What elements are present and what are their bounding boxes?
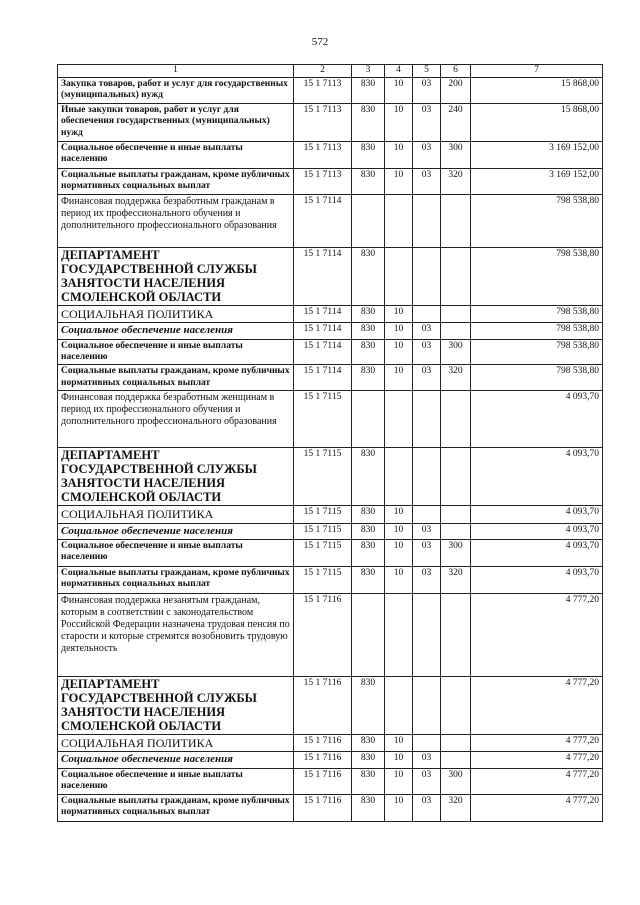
section-code-cell: 10 (385, 566, 413, 593)
subsection-code-cell (413, 506, 441, 523)
expense-type-cell: 200 (441, 78, 471, 104)
admin-code-cell: 830 (352, 752, 385, 768)
target-article-cell: 15 1 7113 (294, 78, 352, 104)
expense-type-cell (441, 523, 471, 539)
target-article-cell: 15 1 7116 (294, 734, 352, 751)
row-name-cell: Социальное обеспечение населения (58, 752, 294, 768)
subsection-code-cell: 03 (413, 539, 441, 566)
table-row (58, 78, 603, 104)
subsection-code-cell (413, 593, 441, 676)
row-name-cell: Социальное обеспечение и иные выплаты населению (58, 768, 294, 794)
admin-code-cell: 830 (352, 365, 385, 391)
admin-code-cell: 830 (352, 169, 385, 195)
table-row (58, 506, 603, 523)
section-code-cell: 10 (385, 142, 413, 169)
amount-cell: 4 777,20 (471, 676, 603, 734)
subsection-code-cell: 03 (413, 78, 441, 104)
page-number: 572 (311, 36, 329, 48)
amount-cell: 798 538,80 (471, 323, 603, 339)
subsection-code-cell: 03 (413, 365, 441, 391)
target-article-cell: 15 1 7114 (294, 339, 352, 365)
header-col-6: 6 (441, 65, 471, 78)
amount-cell: 4 093,70 (471, 391, 603, 448)
admin-code-cell (352, 391, 385, 448)
target-article-cell: 15 1 7116 (294, 752, 352, 768)
admin-code-cell: 830 (352, 78, 385, 104)
amount-cell: 4 777,20 (471, 768, 603, 794)
expense-type-cell (441, 506, 471, 523)
target-article-cell: 15 1 7114 (294, 195, 352, 248)
row-name-cell: Финансовая поддержка безработным гражданам в период их профессионального обучения и дополнительного профессионального образования (58, 195, 294, 248)
admin-code-cell: 830 (352, 448, 385, 506)
section-code-cell (385, 593, 413, 676)
expense-type-cell (441, 248, 471, 306)
row-name-cell: Социальное обеспечение населения (58, 523, 294, 539)
admin-code-cell: 830 (352, 676, 385, 734)
budget-table (57, 64, 603, 822)
target-article-cell: 15 1 7113 (294, 104, 352, 142)
row-name-cell: ДЕПАРТАМЕНТ ГОСУДАРСТВЕННОЙ СЛУЖБЫ ЗАНЯТОСТИ НАСЕЛЕНИЯ СМОЛЕНСКОЙ ОБЛАСТИ (58, 676, 294, 734)
admin-code-cell: 830 (352, 506, 385, 523)
admin-code-cell: 830 (352, 339, 385, 365)
section-code-cell: 10 (385, 752, 413, 768)
row-name-cell: Социальные выплаты гражданам, кроме публичных нормативных социальных выплат (58, 365, 294, 391)
admin-code-cell: 830 (352, 142, 385, 169)
subsection-code-cell (413, 248, 441, 306)
table-row (58, 734, 603, 751)
expense-type-cell: 320 (441, 169, 471, 195)
admin-code-cell: 830 (352, 734, 385, 751)
target-article-cell: 15 1 7114 (294, 248, 352, 306)
row-name-cell: Социальные выплаты гражданам, кроме публичных нормативных социальных выплат (58, 169, 294, 195)
section-code-cell: 10 (385, 734, 413, 751)
target-article-cell: 15 1 7113 (294, 169, 352, 195)
header-col-7: 7 (471, 65, 603, 78)
amount-cell: 4 093,70 (471, 448, 603, 506)
admin-code-cell: 830 (352, 248, 385, 306)
row-name-cell: СОЦИАЛЬНАЯ ПОЛИТИКА (58, 734, 294, 751)
target-article-cell: 15 1 7116 (294, 593, 352, 676)
section-code-cell: 10 (385, 365, 413, 391)
admin-code-cell: 830 (352, 566, 385, 593)
section-code-cell: 10 (385, 78, 413, 104)
row-name-cell: Закупка товаров, работ и услуг для государственных (муниципальных) нужд (58, 78, 294, 104)
subsection-code-cell: 03 (413, 104, 441, 142)
admin-code-cell: 830 (352, 768, 385, 794)
row-name-cell: Социальные выплаты гражданам, кроме публичных нормативных социальных выплат (58, 794, 294, 821)
table-row (58, 676, 603, 734)
subsection-code-cell (413, 734, 441, 751)
admin-code-cell (352, 195, 385, 248)
amount-cell: 4 777,20 (471, 734, 603, 751)
amount-cell: 4 093,70 (471, 539, 603, 566)
table-row (58, 323, 603, 339)
amount-cell: 4 777,20 (471, 794, 603, 821)
subsection-code-cell (413, 306, 441, 323)
amount-cell: 4 093,70 (471, 566, 603, 593)
target-article-cell: 15 1 7116 (294, 676, 352, 734)
target-article-cell: 15 1 7114 (294, 306, 352, 323)
section-code-cell (385, 448, 413, 506)
admin-code-cell: 830 (352, 794, 385, 821)
table-row (58, 752, 603, 768)
row-name-cell: Финансовая поддержка незанятым гражданам, которым в соответствии с законодательством Российской Федерации назначена трудовая пенсия по старости и которые стремятся возобновить трудовую деятельность (58, 593, 294, 676)
section-code-cell: 10 (385, 539, 413, 566)
subsection-code-cell (413, 448, 441, 506)
admin-code-cell: 830 (352, 306, 385, 323)
table-row (58, 104, 603, 142)
row-name-cell: Иные закупки товаров, работ и услуг для обеспечения государственных (муниципальных) нужд (58, 104, 294, 142)
table-row (58, 539, 603, 566)
target-article-cell: 15 1 7115 (294, 539, 352, 566)
section-code-cell: 10 (385, 768, 413, 794)
expense-type-cell: 300 (441, 768, 471, 794)
row-name-cell: СОЦИАЛЬНАЯ ПОЛИТИКА (58, 506, 294, 523)
subsection-code-cell: 03 (413, 523, 441, 539)
section-code-cell: 10 (385, 523, 413, 539)
subsection-code-cell: 03 (413, 323, 441, 339)
target-article-cell: 15 1 7115 (294, 523, 352, 539)
table-row (58, 448, 603, 506)
table-row (58, 195, 603, 248)
expense-type-cell (441, 391, 471, 448)
row-name-cell: ДЕПАРТАМЕНТ ГОСУДАРСТВЕННОЙ СЛУЖБЫ ЗАНЯТОСТИ НАСЕЛЕНИЯ СМОЛЕНСКОЙ ОБЛАСТИ (58, 448, 294, 506)
subsection-code-cell: 03 (413, 169, 441, 195)
section-code-cell: 10 (385, 169, 413, 195)
section-code-cell: 10 (385, 323, 413, 339)
amount-cell: 798 538,80 (471, 195, 603, 248)
header-col-2: 2 (294, 65, 352, 78)
section-code-cell (385, 195, 413, 248)
amount-cell: 15 868,00 (471, 78, 603, 104)
target-article-cell: 15 1 7116 (294, 794, 352, 821)
target-article-cell: 15 1 7115 (294, 566, 352, 593)
row-name-cell: Социальные выплаты гражданам, кроме публичных нормативных социальных выплат (58, 566, 294, 593)
amount-cell: 798 538,80 (471, 339, 603, 365)
subsection-code-cell: 03 (413, 752, 441, 768)
header-col-1: 1 (58, 65, 294, 78)
row-name-cell: Социальное обеспечение населения (58, 323, 294, 339)
admin-code-cell: 830 (352, 539, 385, 566)
expense-type-cell (441, 195, 471, 248)
expense-type-cell (441, 323, 471, 339)
admin-code-cell (352, 593, 385, 676)
expense-type-cell (441, 752, 471, 768)
section-code-cell (385, 391, 413, 448)
section-code-cell: 10 (385, 339, 413, 365)
target-article-cell: 15 1 7114 (294, 323, 352, 339)
table-row (58, 768, 603, 794)
amount-cell: 4 777,20 (471, 593, 603, 676)
table-row (58, 306, 603, 323)
amount-cell: 798 538,80 (471, 306, 603, 323)
target-article-cell: 15 1 7114 (294, 365, 352, 391)
table-row (58, 339, 603, 365)
amount-cell: 798 538,80 (471, 248, 603, 306)
admin-code-cell: 830 (352, 523, 385, 539)
amount-cell: 3 169 152,00 (471, 169, 603, 195)
subsection-code-cell: 03 (413, 566, 441, 593)
amount-cell: 4 777,20 (471, 752, 603, 768)
admin-code-cell: 830 (352, 104, 385, 142)
amount-cell: 3 169 152,00 (471, 142, 603, 169)
section-code-cell: 10 (385, 794, 413, 821)
row-name-cell: Финансовая поддержка безработным женщинам в период их профессионального обучения и дополнительного профессионального образования (58, 391, 294, 448)
header-col-4: 4 (385, 65, 413, 78)
expense-type-cell: 320 (441, 566, 471, 593)
table-row (58, 566, 603, 593)
target-article-cell: 15 1 7115 (294, 391, 352, 448)
target-article-cell: 15 1 7115 (294, 506, 352, 523)
table-row (58, 523, 603, 539)
table-row (58, 391, 603, 448)
expense-type-cell: 300 (441, 339, 471, 365)
section-code-cell (385, 248, 413, 306)
target-article-cell: 15 1 7115 (294, 448, 352, 506)
admin-code-cell: 830 (352, 323, 385, 339)
table-row (58, 248, 603, 306)
expense-type-cell: 300 (441, 142, 471, 169)
target-article-cell: 15 1 7116 (294, 768, 352, 794)
section-code-cell (385, 676, 413, 734)
row-name-cell: СОЦИАЛЬНАЯ ПОЛИТИКА (58, 306, 294, 323)
header-col-5: 5 (413, 65, 441, 78)
subsection-code-cell: 03 (413, 794, 441, 821)
expense-type-cell (441, 448, 471, 506)
table-header-row (58, 65, 603, 78)
expense-type-cell: 320 (441, 365, 471, 391)
table-row (58, 169, 603, 195)
target-article-cell: 15 1 7113 (294, 142, 352, 169)
expense-type-cell: 240 (441, 104, 471, 142)
table-row (58, 794, 603, 821)
subsection-code-cell (413, 195, 441, 248)
expense-type-cell (441, 676, 471, 734)
amount-cell: 798 538,80 (471, 365, 603, 391)
row-name-cell: Социальное обеспечение и иные выплаты населению (58, 339, 294, 365)
expense-type-cell (441, 306, 471, 323)
section-code-cell: 10 (385, 506, 413, 523)
subsection-code-cell: 03 (413, 339, 441, 365)
expense-type-cell: 300 (441, 539, 471, 566)
expense-type-cell (441, 593, 471, 676)
expense-type-cell (441, 734, 471, 751)
amount-cell: 4 093,70 (471, 523, 603, 539)
expense-type-cell: 320 (441, 794, 471, 821)
section-code-cell: 10 (385, 306, 413, 323)
table-row (58, 142, 603, 169)
subsection-code-cell (413, 391, 441, 448)
row-name-cell: Социальное обеспечение и иные выплаты населению (58, 142, 294, 169)
table-row (58, 365, 603, 391)
section-code-cell: 10 (385, 104, 413, 142)
row-name-cell: Социальное обеспечение и иные выплаты населению (58, 539, 294, 566)
subsection-code-cell: 03 (413, 768, 441, 794)
row-name-cell: ДЕПАРТАМЕНТ ГОСУДАРСТВЕННОЙ СЛУЖБЫ ЗАНЯТОСТИ НАСЕЛЕНИЯ СМОЛЕНСКОЙ ОБЛАСТИ (58, 248, 294, 306)
subsection-code-cell (413, 676, 441, 734)
table-row (58, 593, 603, 676)
header-col-3: 3 (352, 65, 385, 78)
amount-cell: 4 093,70 (471, 506, 603, 523)
amount-cell: 15 868,00 (471, 104, 603, 142)
subsection-code-cell: 03 (413, 142, 441, 169)
